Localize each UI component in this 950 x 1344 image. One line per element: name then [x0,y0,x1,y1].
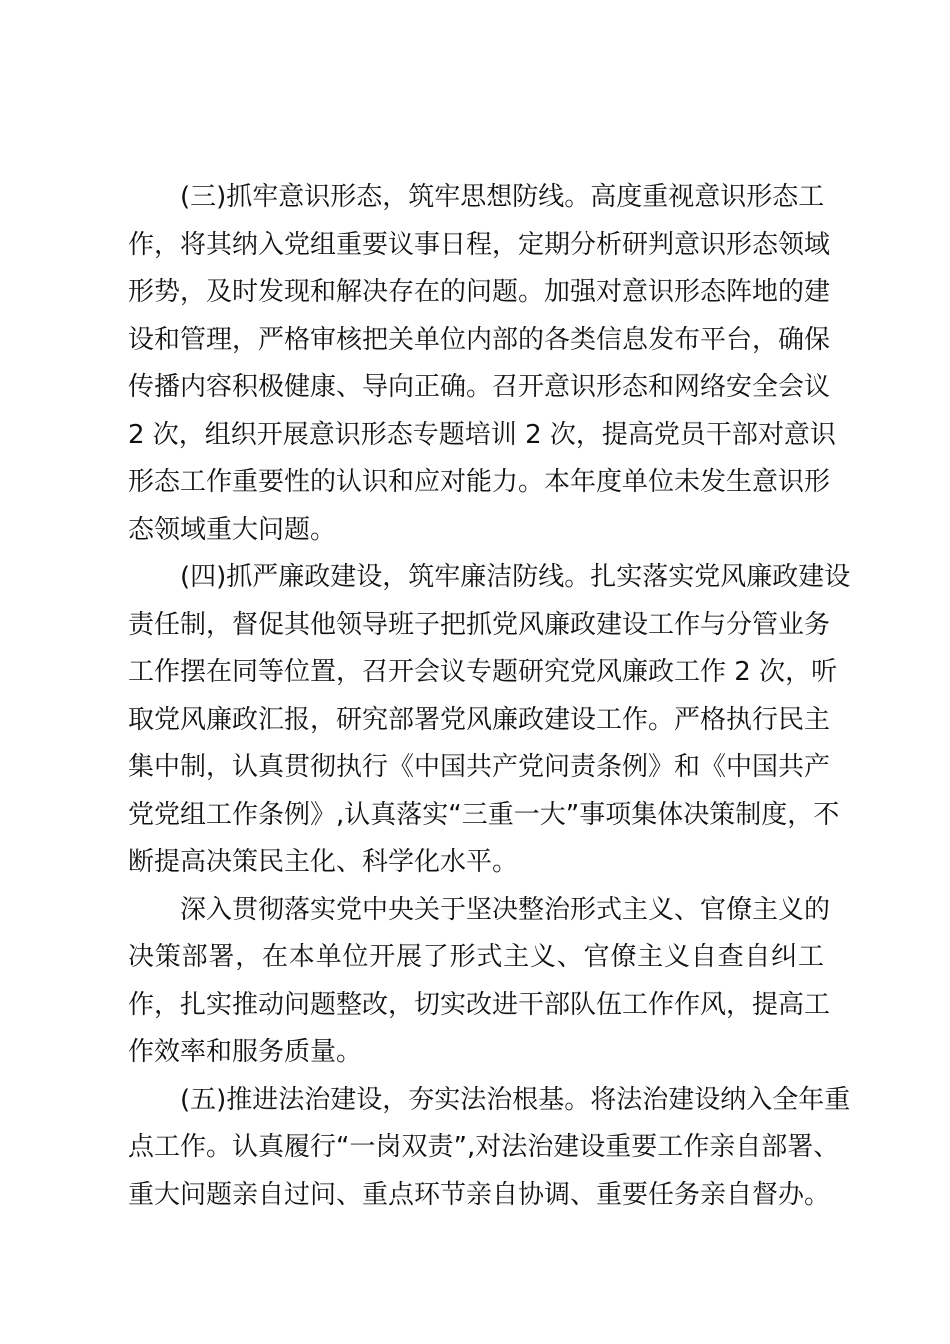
text-line: 设和管理，严格审核把关单位内部的各类信息发布平台，确保 [128,324,831,355]
text-line: 2 次，组织开展意识形态专题培训 2 次，提高党员干部对意识 [128,419,836,450]
paragraph-formalism [128,887,831,1077]
text-line: 取党风廉政汇报，研究部署党风廉政建设工作。严格执行民主 [128,704,831,735]
text-line: 集中制，认真贯彻执行《中国共产党问责条例》和《中国共产 [128,752,831,782]
text-line: (五)推进法治建设，夯实法治根基。将法治建设纳入全年重 [180,1084,851,1115]
paragraph-rule-of-law [128,1077,851,1220]
paragraph-ideology [128,174,836,554]
text-line: (三)抓牢意识形态，筑牢思想防线。高度重视意识形态工 [180,182,825,212]
text-line: 决策部署，在本单位开展了形式主义、官僚主义自查自纠工 [128,942,824,972]
text-line: 责任制，督促其他领导班子把抓党风廉政建设工作与分管业务 [128,609,831,640]
text-line: 态领域重大问题。 [128,514,337,545]
text-line: 作，扎实推动问题整改，切实改进干部队伍工作作风，提高工 [128,989,831,1020]
text-line: 形势，及时发现和解决存在的问题。加强对意识形态阵地的建 [128,277,831,307]
text-line: 断提高决策民主化、科学化水平。 [128,847,519,877]
text-line: 作，将其纳入党组重要议事日程，定期分析研判意识形态领域 [128,229,831,260]
text-line: 工作摆在同等位置，召开会议专题研究党风廉政工作 2 次，听 [128,657,838,687]
text-line: 党党组工作条例》,认真落实“三重一大”事项集体决策制度，不 [128,799,840,830]
text-line: 传播内容积极健康、导向正确。召开意识形态和网络安全会议 [128,372,831,402]
paragraph-integrity [128,554,851,887]
text-line: 重大问题亲自过问、重点环节亲自协调、重要任务亲自督办。 [128,1179,831,1210]
text-line: 形态工作重要性的认识和应对能力。本年度单位未发生意识形 [128,467,831,497]
text-line: 点工作。认真履行“一岗双责”,对法治建设重要工作亲自部署、 [128,1132,840,1162]
text-line: 深入贯彻落实党中央关于坚决整治形式主义、官僚主义的 [180,894,831,925]
document-body [128,174,851,1219]
text-line: 作效率和服务质量。 [128,1037,363,1067]
text-line: (四)抓严廉政建设，筑牢廉洁防线。扎实落实党风廉政建设 [180,562,851,592]
